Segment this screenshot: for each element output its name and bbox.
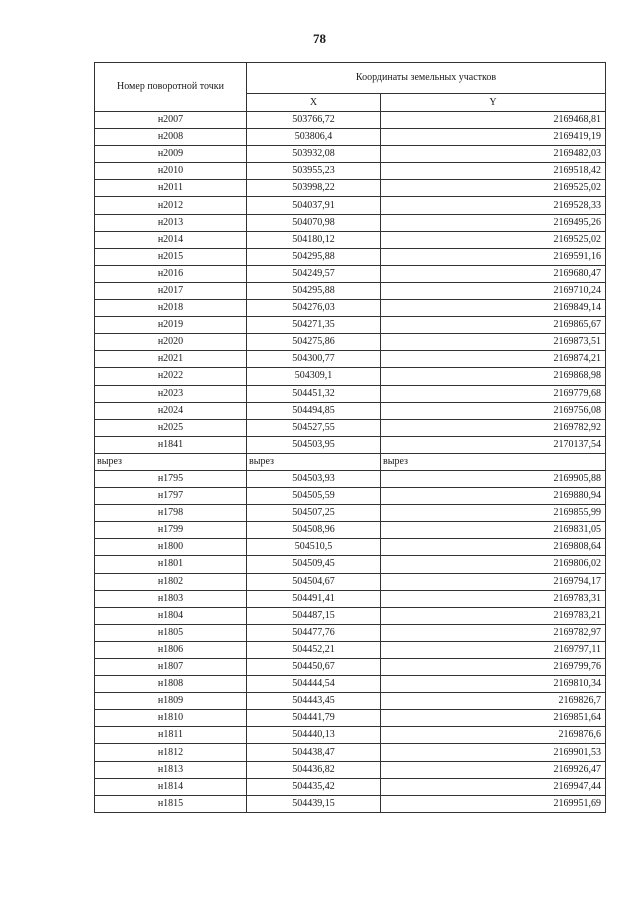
y-cell: 2169901,53 [381,744,606,761]
y-cell: 2169591,16 [381,248,606,265]
table-row [95,539,606,556]
x-cell: 504451,32 [247,385,381,402]
y-cell: 2169810,34 [381,676,606,693]
table-row [95,659,606,676]
coordinates-header: Координаты земельных участков [247,63,606,94]
x-cell: 504487,15 [247,607,381,624]
table-row [95,505,606,522]
y-cell: 2169779,68 [381,385,606,402]
table-row [95,676,606,693]
table-row [95,641,606,658]
y-cell: 2169782,92 [381,419,606,436]
y-cell: 2169468,81 [381,112,606,129]
table-row [95,385,606,402]
point-cell: н2015 [95,248,247,265]
point-cell: н2025 [95,419,247,436]
table-row [95,180,606,197]
y-cell: 2169756,08 [381,402,606,419]
table-row [95,402,606,419]
y-header: Y [381,94,606,112]
table-row [95,334,606,351]
table-row [95,488,606,505]
y-cell: 2169528,33 [381,197,606,214]
table-row [95,197,606,214]
y-cell: 2169855,99 [381,505,606,522]
table-row [95,470,606,487]
table-row [95,214,606,231]
x-cell: 504494,85 [247,402,381,419]
table-row [95,778,606,795]
point-cell: н1801 [95,556,247,573]
point-cell: н2009 [95,146,247,163]
table-row [95,419,606,436]
point-cell: н1799 [95,522,247,539]
y-cell: 2169525,02 [381,231,606,248]
coordinates-table [94,62,606,813]
table-row [95,112,606,129]
x-cell: 504477,76 [247,624,381,641]
table-row [95,248,606,265]
table-row [95,522,606,539]
point-cell: н1811 [95,727,247,744]
x-cell: 504450,67 [247,659,381,676]
table-row [95,590,606,607]
table-row [95,265,606,282]
point-cell: н1797 [95,488,247,505]
table-row [95,163,606,180]
table-row [95,556,606,573]
y-cell: 2169873,51 [381,334,606,351]
point-cell: н2020 [95,334,247,351]
y-cell: 2169868,98 [381,368,606,385]
x-cell: 503766,72 [247,112,381,129]
y-cell: 2169876,6 [381,727,606,744]
x-cell: 504503,93 [247,470,381,487]
point-cell: н2018 [95,300,247,317]
point-cell: н2008 [95,129,247,146]
point-cell: н1841 [95,436,247,453]
x-cell: 503955,23 [247,163,381,180]
table-row [95,573,606,590]
point-cell: н1807 [95,659,247,676]
point-cell: н2011 [95,180,247,197]
y-cell: 2169518,42 [381,163,606,180]
x-header: X [247,94,381,112]
y-cell: 2169880,94 [381,488,606,505]
y-cell: 2169482,03 [381,146,606,163]
table-row [95,317,606,334]
point-cell: н2023 [95,385,247,402]
x-cell: 504276,03 [247,300,381,317]
x-cell: 503806,4 [247,129,381,146]
table-row [95,624,606,641]
point-cell: н1810 [95,710,247,727]
y-cell: 2169806,02 [381,556,606,573]
point-cell: н1803 [95,590,247,607]
cut-row [95,453,606,470]
y-cell: 2169951,69 [381,795,606,812]
y-cell: вырез [381,453,606,470]
table-row [95,351,606,368]
point-cell: н1815 [95,795,247,812]
point-cell: н1813 [95,761,247,778]
y-cell: 2169525,02 [381,180,606,197]
y-cell: 2169865,67 [381,317,606,334]
x-cell: 504295,88 [247,282,381,299]
x-cell: 504504,67 [247,573,381,590]
y-cell: 2169874,21 [381,351,606,368]
point-cell: н2014 [95,231,247,248]
point-cell: н1804 [95,607,247,624]
x-cell: 504505,59 [247,488,381,505]
y-cell: 2169495,26 [381,214,606,231]
x-cell: 504180,12 [247,231,381,248]
point-cell: н1812 [95,744,247,761]
point-cell: н2021 [95,351,247,368]
table-row [95,761,606,778]
point-cell: н2017 [95,282,247,299]
x-cell: 504275,86 [247,334,381,351]
point-cell: н2007 [95,112,247,129]
table-row [95,727,606,744]
point-cell: н1806 [95,641,247,658]
x-cell: 504295,88 [247,248,381,265]
y-cell: 2169783,21 [381,607,606,624]
x-cell: 503932,08 [247,146,381,163]
y-cell: 2169826,7 [381,693,606,710]
x-cell: 504452,21 [247,641,381,658]
point-cell: н1808 [95,676,247,693]
y-cell: 2169783,31 [381,590,606,607]
y-cell: 2169782,97 [381,624,606,641]
y-cell: 2170137,54 [381,436,606,453]
table-row [95,607,606,624]
table-row [95,744,606,761]
point-cell: н2013 [95,214,247,231]
x-cell: 504441,79 [247,710,381,727]
x-cell: 504440,13 [247,727,381,744]
x-cell: 504439,15 [247,795,381,812]
y-cell: 2169799,76 [381,659,606,676]
point-cell: н2012 [95,197,247,214]
table-row [95,436,606,453]
table-row [95,282,606,299]
x-cell: 504491,41 [247,590,381,607]
point-cell: н1802 [95,573,247,590]
x-cell: 504070,98 [247,214,381,231]
point-cell: н2024 [95,402,247,419]
table-row [95,368,606,385]
point-cell: н2019 [95,317,247,334]
point-cell: вырез [95,453,247,470]
y-cell: 2169419,19 [381,129,606,146]
x-cell: 504444,54 [247,676,381,693]
x-cell: 504436,82 [247,761,381,778]
x-cell: 504507,25 [247,505,381,522]
x-cell: 504510,5 [247,539,381,556]
x-cell: 504527,55 [247,419,381,436]
x-cell: вырез [247,453,381,470]
table-row [95,146,606,163]
y-cell: 2169905,88 [381,470,606,487]
y-cell: 2169851,64 [381,710,606,727]
x-cell: 503998,22 [247,180,381,197]
y-cell: 2169831,05 [381,522,606,539]
table-row [95,795,606,812]
point-cell: н1814 [95,778,247,795]
point-number-header: Номер поворотной точки [95,63,247,112]
y-cell: 2169680,47 [381,265,606,282]
table-row [95,710,606,727]
x-cell: 504271,35 [247,317,381,334]
point-cell: н1805 [95,624,247,641]
x-cell: 504300,77 [247,351,381,368]
point-cell: н1800 [95,539,247,556]
point-cell: н2016 [95,265,247,282]
x-cell: 504508,96 [247,522,381,539]
y-cell: 2169794,17 [381,573,606,590]
point-cell: н1795 [95,470,247,487]
x-cell: 504509,45 [247,556,381,573]
point-cell: н2010 [95,163,247,180]
y-cell: 2169926,47 [381,761,606,778]
table-row [95,300,606,317]
x-cell: 504443,45 [247,693,381,710]
point-cell: н1809 [95,693,247,710]
y-cell: 2169797,11 [381,641,606,658]
y-cell: 2169849,14 [381,300,606,317]
x-cell: 504435,42 [247,778,381,795]
x-cell: 504037,91 [247,197,381,214]
table-row [95,129,606,146]
x-cell: 504503,95 [247,436,381,453]
y-cell: 2169947,44 [381,778,606,795]
point-cell: н2022 [95,368,247,385]
page-number: 78 [313,31,326,46]
y-cell: 2169808,64 [381,539,606,556]
x-cell: 504309,1 [247,368,381,385]
table-row [95,231,606,248]
table-row [95,693,606,710]
point-cell: н1798 [95,505,247,522]
x-cell: 504438,47 [247,744,381,761]
table-body [95,112,606,813]
x-cell: 504249,57 [247,265,381,282]
y-cell: 2169710,24 [381,282,606,299]
